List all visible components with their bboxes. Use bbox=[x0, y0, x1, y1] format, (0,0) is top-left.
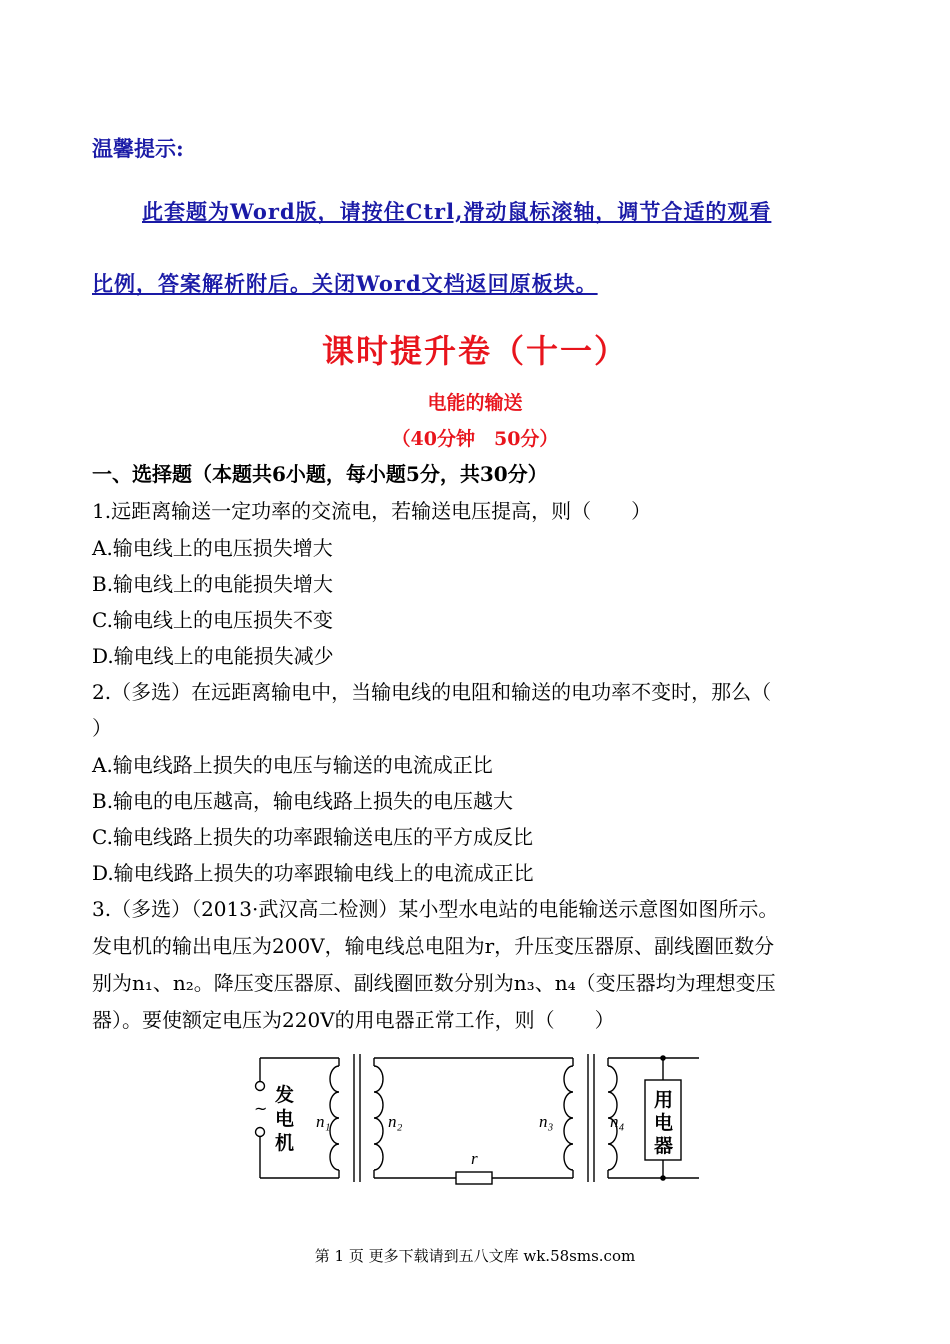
label-n3: n₃ bbox=[539, 1112, 554, 1131]
load-char-1: 用 bbox=[654, 1090, 674, 1111]
generator-char-1: 发 bbox=[275, 1085, 295, 1106]
q2-stem-cont: ） bbox=[92, 716, 112, 740]
q2-option-c: C.输电线路上损失的功率跟输送电压的平方成反比 bbox=[92, 825, 533, 849]
q3-line-3: 别为n₁、n₂。降压变压器原、副线圈匝数分别为n₃、n₄（变压器均为理想变压 bbox=[92, 971, 776, 995]
generator-char-3: 机 bbox=[275, 1133, 295, 1154]
q3-line-2: 发电机的输出电压为200V，输电线总电阻为r，升压变压器原、副线圈匝数分 bbox=[92, 934, 775, 958]
label-r: r bbox=[471, 1149, 478, 1168]
label-n1: n₁ bbox=[316, 1112, 331, 1131]
label-n2: n₂ bbox=[388, 1112, 403, 1131]
ac-symbol: ~ bbox=[254, 1099, 268, 1118]
tip-line-2: 比例，答案解析附后。关闭Word文档返回原板块。 bbox=[92, 271, 598, 296]
lesson-subtitle: 电能的输送 bbox=[427, 392, 523, 414]
generator-char-2: 电 bbox=[275, 1109, 295, 1130]
section-heading: 一、选择题（本题共6小题，每小题5分，共30分） bbox=[92, 462, 548, 486]
q2-option-a: A.输电线路上损失的电压与输送的电流成正比 bbox=[92, 753, 493, 777]
q3-line-4: 器）。要使额定电压为220V的用电器正常工作，则（ ） bbox=[92, 1008, 615, 1032]
q1-option-b: B.输电线上的电能损失增大 bbox=[92, 572, 334, 596]
junction-dot bbox=[660, 1055, 666, 1061]
q1-option-d: D.输电线上的电能损失减少 bbox=[92, 644, 334, 668]
q1-option-a: A.输电线上的电压损失增大 bbox=[92, 536, 333, 560]
q1-stem: 1.远距离输送一定功率的交流电，若输送电压提高，则（ ） bbox=[92, 499, 652, 523]
time-score-info: （40分钟 50分） bbox=[391, 428, 559, 450]
transmission-circuit-diagram bbox=[243, 1048, 705, 1193]
page-title: 课时提升卷（十一） bbox=[321, 332, 628, 370]
label-n4: n₄ bbox=[610, 1112, 625, 1131]
page-footer: 第 1 页 更多下载请到五八文库 wk.58sms.com bbox=[314, 1247, 636, 1265]
tip-title: 温馨提示: bbox=[92, 136, 184, 161]
q2-stem: 2.（多选）在远距离输电中，当输电线的电阻和输送的电功率不变时，那么（ bbox=[92, 680, 772, 704]
load-char-2: 电 bbox=[654, 1113, 674, 1134]
junction-dot bbox=[660, 1175, 666, 1181]
q1-option-c: C.输电线上的电压损失不变 bbox=[92, 608, 333, 632]
q2-option-d: D.输电线路上损失的功率跟输电线上的电流成正比 bbox=[92, 861, 534, 885]
q2-option-b: B.输电的电压越高，输电线路上损失的电压越大 bbox=[92, 789, 514, 813]
load-char-3: 器 bbox=[654, 1136, 674, 1157]
tip-line-1: 此套题为Word版，请按住Ctrl,滑动鼠标滚轴，调节合适的观看 bbox=[142, 199, 772, 224]
q3-line-1: 3.（多选）（2013·武汉高二检测）某小型水电站的电能输送示意图如图所示。 bbox=[92, 897, 779, 921]
